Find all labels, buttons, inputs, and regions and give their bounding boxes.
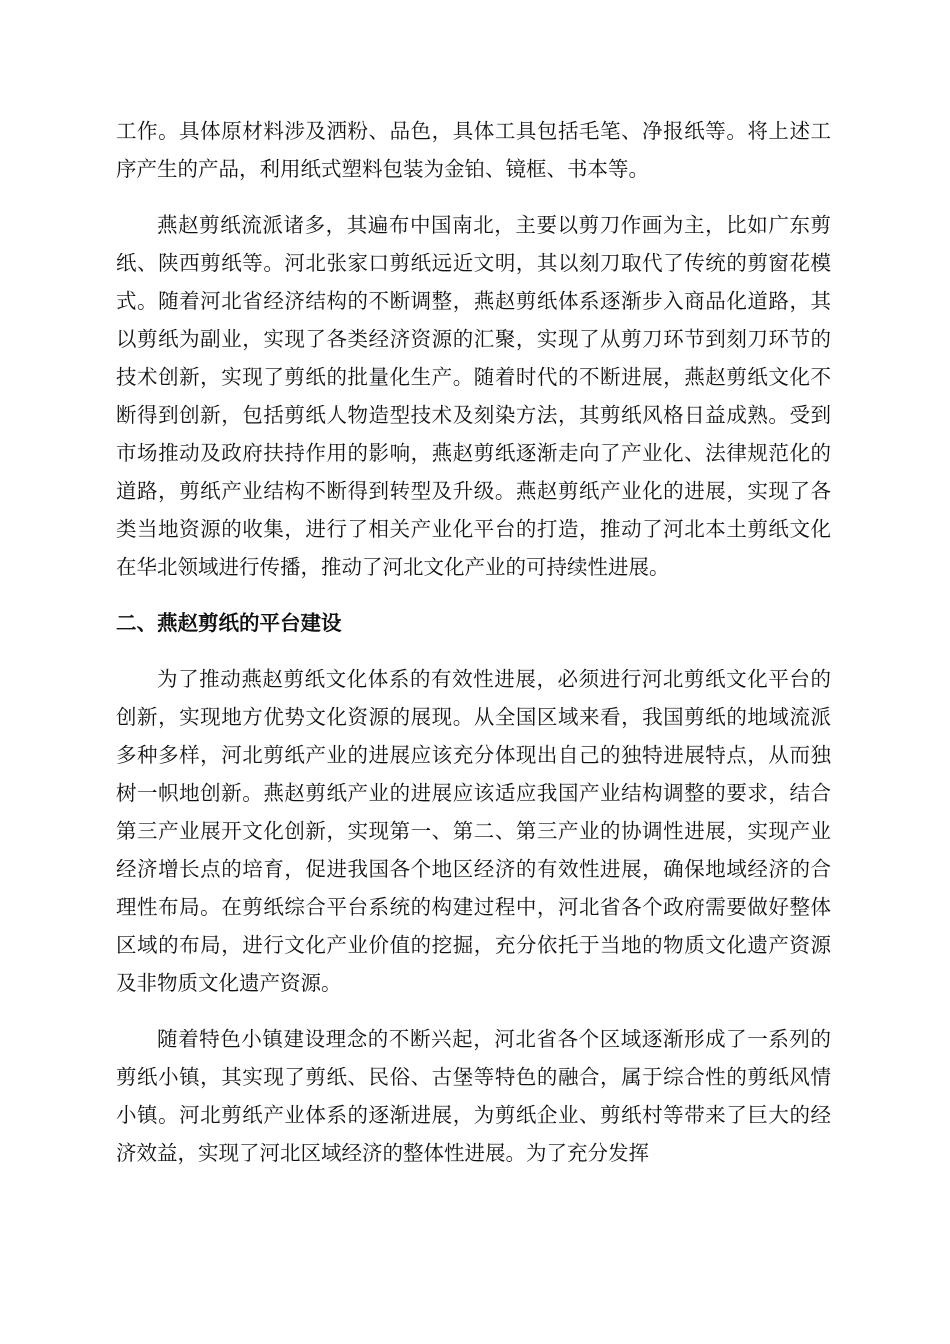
document-page [116, 112, 831, 1190]
paragraph-platform-innovation: 为了推动燕赵剪纸文化体系的有效性进展，必须进行河北剪纸文化平台的创新，实现地方优势文化资源的展现。从全国区域来看，我国剪纸的地域流派多种多样，河北剪纸产业的进展应该充分体现出自己的独特进展特点，从而独树一帜地创新。燕赵剪纸产业的进展应该适应我国产业结构调整的要求，结合第三产业展开文化创新，实现第一、第二、第三产业的协调性进展，实现产业经济增长点的培育，促进我国各个地区经济的有效性进展，确保地域经济的合理性布局。在剪纸综合平台系统的构建过程中，河北省各个政府需要做好整体区域的布局，进行文化产业价值的挖掘，充分依托于当地的物质文化遗产资源及非物质文化遗产资源。 [116, 667, 831, 995]
section-heading-platform: 二、燕赵剪纸的平台建设 [116, 611, 342, 635]
paragraph-process-materials: 工作。具体原材料涉及洒粉、品色，具体工具包括毛笔、净报纸等。将上述工序产生的产品，利用纸式塑料包装为金铂、镜框、书本等。 [116, 119, 831, 181]
paragraph-papercut-towns: 随着特色小镇建设理念的不断兴起，河北省各个区域逐渐形成了一系列的剪纸小镇，其实现了剪纸、民俗、古堡等特色的融合，属于综合性的剪纸风情小镇。河北剪纸产业体系的逐渐进展，为剪纸企业、剪纸村等带来了巨大的经济效益，实现了河北区域经济的整体性进展。为了充分发挥 [116, 1027, 831, 1165]
paragraph-yanzhao-schools: 燕赵剪纸流派诸多，其遍布中国南北，主要以剪刀作画为主，比如广东剪纸、陕西剪纸等。河北张家口剪纸远近文明，其以刻刀取代了传统的剪窗花模式。随着河北省经济结构的不断调整，燕赵剪纸体系逐渐步入商品化道路，其以剪纸为副业，实现了各类经济资源的汇聚，实现了从剪刀环节到刻刀环节的技术创新，实现了剪纸的批量化生产。随着时代的不断进展，燕赵剪纸文化不断得到创新，包括剪纸人物造型技术及刻染方法，其剪纸风格日益成熟。受到市场推动及政府扶持作用的影响，燕赵剪纸逐渐走向了产业化、法律规范化的道路，剪纸产业结构不断得到转型及升级。燕赵剪纸产业化的进展，实现了各类当地资源的收集，进行了相关产业化平台的打造，推动了河北本土剪纸文化在华北领域进行传播，推动了河北文化产业的可持续性进展。 [116, 213, 831, 579]
